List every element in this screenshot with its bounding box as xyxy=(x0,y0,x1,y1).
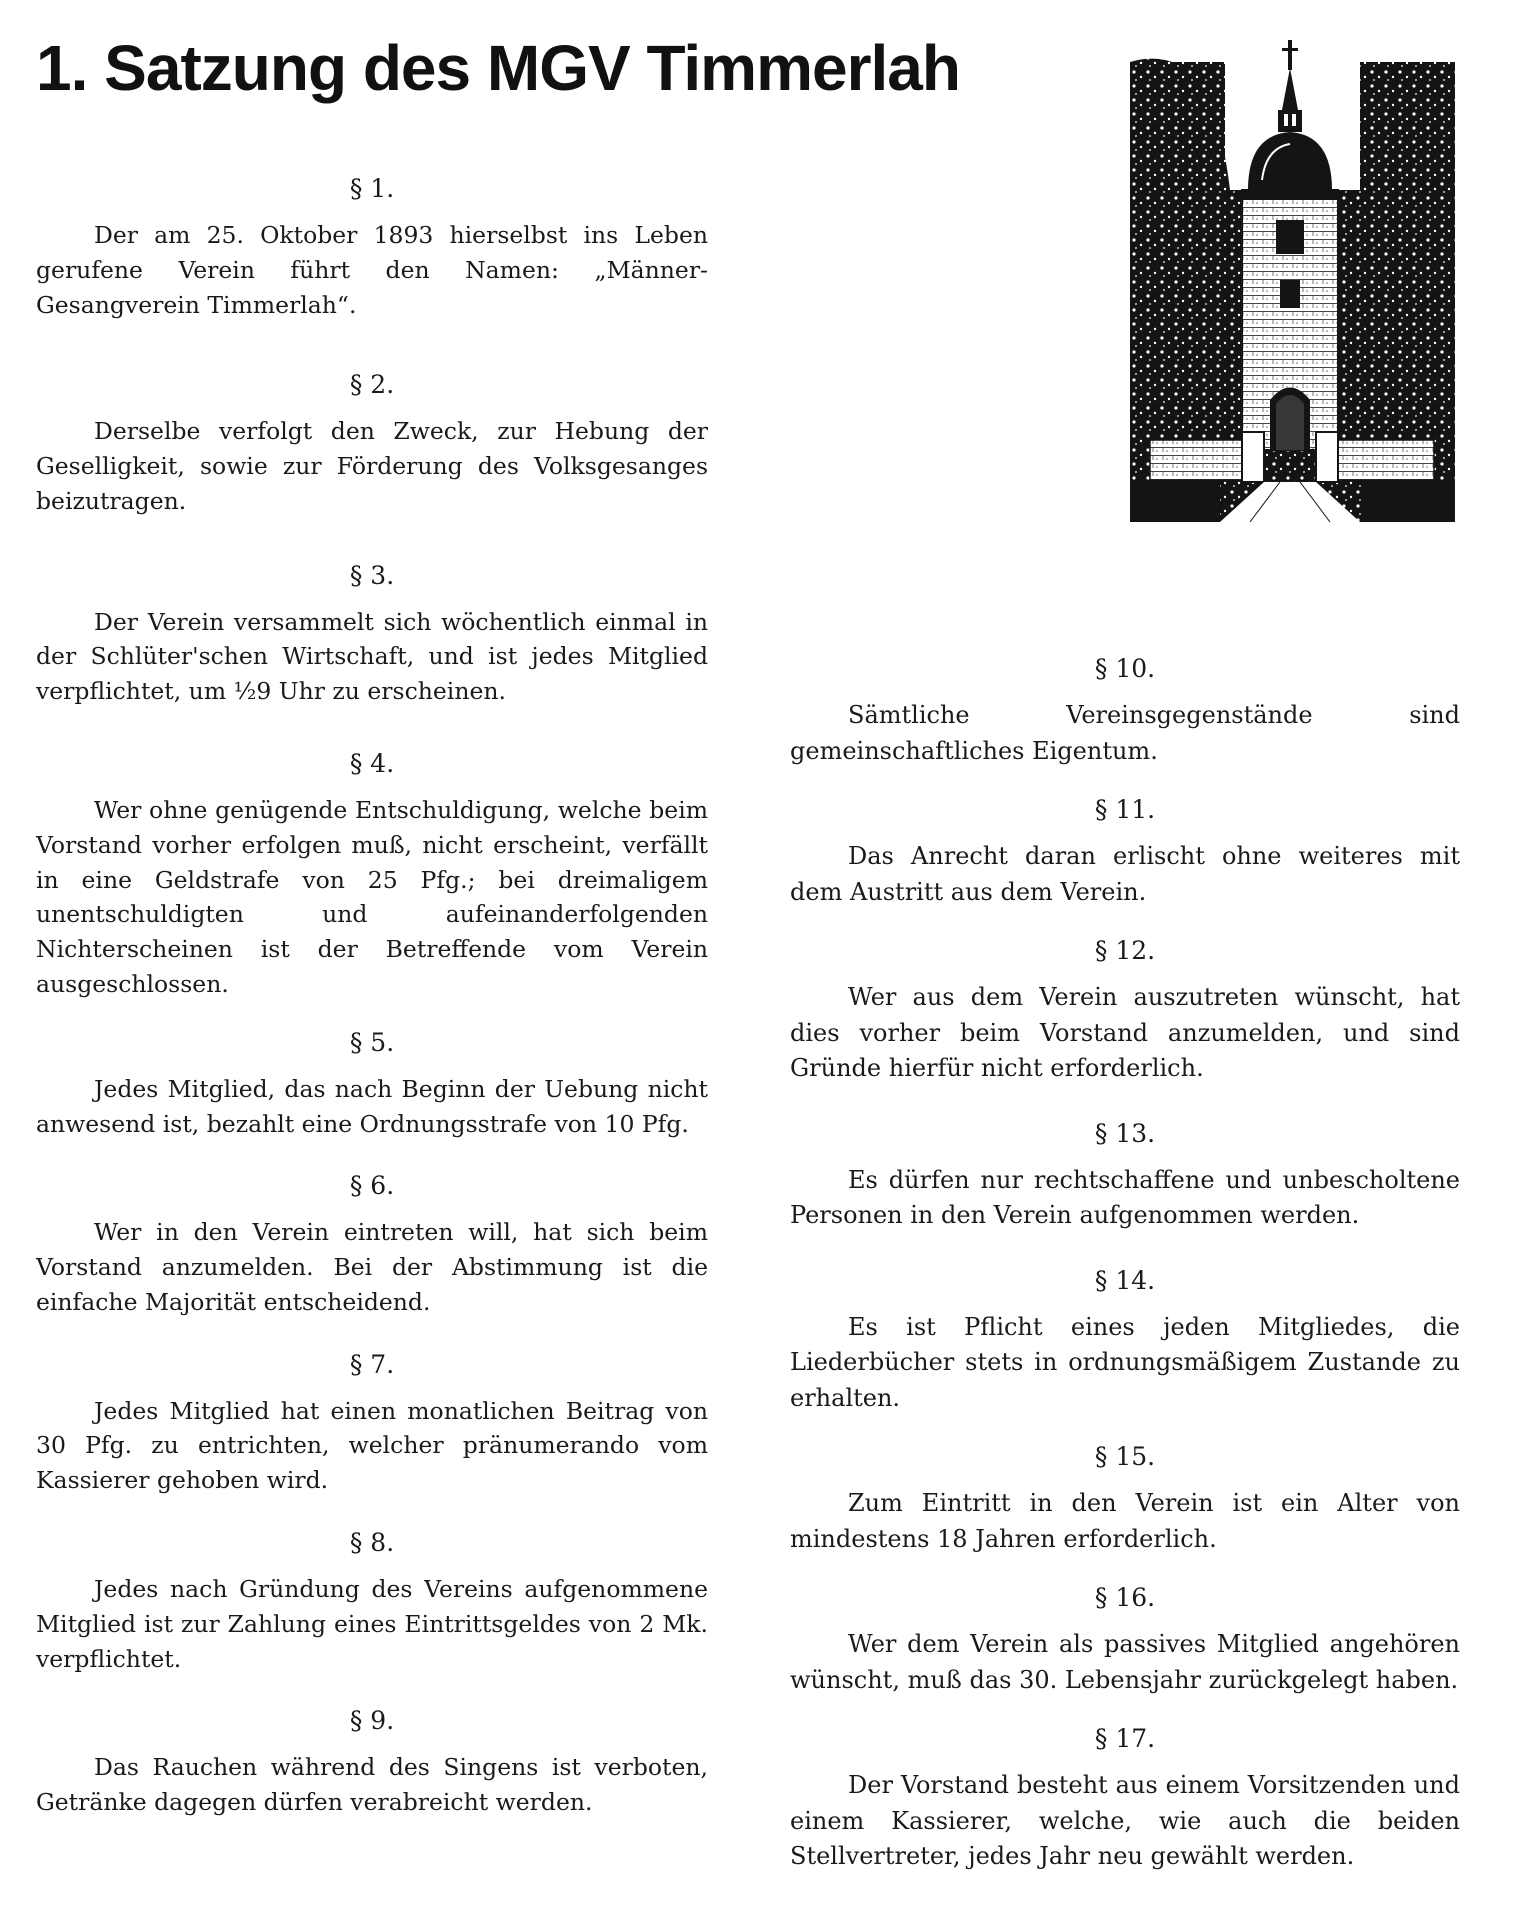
paragraph-number: § 5. xyxy=(349,1027,395,1057)
paragraph-number: § 1. xyxy=(349,174,395,203)
paragraph-text: Der am 25. Oktober 1893 hierselbst ins Leben gerufene Verein führt den Namen: „Männer-Gesangverein Timmerlah“. xyxy=(36,221,708,319)
paragraph-7 xyxy=(36,1348,708,1498)
paragraph-text: Zum Eintritt in den Verein ist ein Alter von mindestens 18 Jahren erforderlich. xyxy=(790,1489,1460,1553)
paragraph-text: Wer ohne genügende Entschuldigung, welche beim Vorstand vorher erfolgen muß, nicht erscheint, verfällt in eine Geldstrafe von 25 Pfg.; bei dreimaligem unentschuldigten und aufeinanderfolgenden Nichterscheinen ist der Betreffende vom Verein ausgeschlossen. xyxy=(36,796,708,998)
paragraph-number: § 7. xyxy=(349,1349,395,1379)
paragraph-6 xyxy=(36,1169,708,1319)
paragraph-text: Der Verein versammelt sich wöchentlich einmal in der Schlüter'schen Wirtschaft, und ist jedes Mitglied verpflichtet, um ½9 Uhr zu erscheinen. xyxy=(36,607,708,706)
paragraph-text: Wer dem Verein als passives Mitglied angehören wünscht, muß das 30. Lebensjahr zurückgelegt haben. xyxy=(790,1630,1460,1694)
paragraph-10 xyxy=(790,652,1460,769)
paragraph-text: Jedes nach Gründung des Vereins aufgenommene Mitglied ist zur Zahlung eines Eintrittsgeldes von 2 Mk. verpflichtet. xyxy=(36,1574,708,1673)
paragraph-number: § 9. xyxy=(349,1706,395,1736)
paragraph-text: Es ist Pflicht eines jeden Mitgliedes, die Liederbücher stets in ordnungsmäßigem Zustande zu erhalten. xyxy=(790,1312,1460,1412)
paragraph-text: Das Anrecht daran erlischt ohne weiteres mit dem Austritt aus dem Verein. xyxy=(790,842,1460,906)
paragraph-number: § 10. xyxy=(1094,654,1156,683)
paragraph-text: Wer in den Verein eintreten will, hat sich beim Vorstand anzumelden. Bei der Abstimmung ist die einfache Majorität entscheidend. xyxy=(36,1218,708,1316)
paragraph-number: § 17. xyxy=(1094,1724,1156,1754)
paragraph-text: Das Rauchen während des Singens ist verboten, Getränke dagegen dürfen verabreicht werden. xyxy=(36,1753,708,1817)
paragraph-16 xyxy=(790,1581,1460,1698)
paragraph-17 xyxy=(790,1722,1460,1875)
church-tower-illustration-svg xyxy=(1130,40,1455,522)
paragraph-1 xyxy=(36,172,708,322)
right-column xyxy=(790,652,1460,1899)
paragraph-text: Jedes Mitglied, das nach Beginn der Uebung nicht anwesend ist, bezahlt eine Ordnungsstrafe von 10 Pfg. xyxy=(36,1074,708,1138)
paragraph-number: § 8. xyxy=(349,1527,395,1557)
paragraph-number: § 2. xyxy=(349,370,395,400)
page-title: 1. Satzung des MGV Timmerlah xyxy=(36,32,960,104)
paragraph-11 xyxy=(790,793,1460,910)
paragraph-12 xyxy=(790,934,1460,1087)
paragraph-number: § 4. xyxy=(349,749,395,779)
church-tower-illustration xyxy=(1130,40,1455,522)
paragraph-text: Es dürfen nur rechtschaffene und unbescholtene Personen in den Verein aufgenommen werden. xyxy=(790,1165,1460,1230)
paragraph-text: Jedes Mitglied hat einen monatlichen Beitrag von 30 Pfg. zu entrichten, welcher pränumerando vom Kassierer gehoben wird. xyxy=(36,1396,708,1495)
paragraph-text: Derselbe verfolgt den Zweck, zur Hebung der Geselligkeit, sowie zur Förderung des Volksgesanges beizutragen. xyxy=(36,417,708,515)
paragraph-number: § 6. xyxy=(349,1171,395,1201)
paragraph-5 xyxy=(36,1026,708,1142)
paragraph-number: § 12. xyxy=(1094,936,1156,966)
paragraph-4 xyxy=(36,747,708,1002)
paragraph-13 xyxy=(790,1117,1460,1234)
paragraph-number: § 16. xyxy=(1094,1583,1156,1613)
paragraph-number: § 13. xyxy=(1094,1118,1156,1148)
paragraph-2 xyxy=(36,368,708,518)
paragraph-15 xyxy=(790,1440,1460,1557)
paragraph-14 xyxy=(790,1264,1460,1417)
paragraph-9 xyxy=(36,1704,708,1820)
paragraph-text: Der Vorstand besteht aus einem Vorsitzenden und einem Kassierer, welche, wie auch die beiden Stellvertreter, jedes Jahr neu gewählt werden. xyxy=(790,1771,1460,1871)
paragraph-number: § 11. xyxy=(1094,795,1156,825)
paragraph-8 xyxy=(36,1526,708,1676)
left-column xyxy=(36,172,708,1848)
paragraph-text: Wer aus dem Verein auszutreten wünscht, hat dies vorher beim Vorstand anzumelden, und sind Gründe hierfür nicht erforderlich. xyxy=(790,983,1460,1083)
paragraph-number: § 15. xyxy=(1094,1442,1156,1472)
paragraph-3 xyxy=(36,559,708,709)
paragraph-text: Sämtliche Vereinsgegenstände sind gemeinschaftliches Eigentum. xyxy=(790,701,1460,765)
paragraph-number: § 14. xyxy=(1094,1265,1156,1295)
paragraph-number: § 3. xyxy=(349,560,395,590)
